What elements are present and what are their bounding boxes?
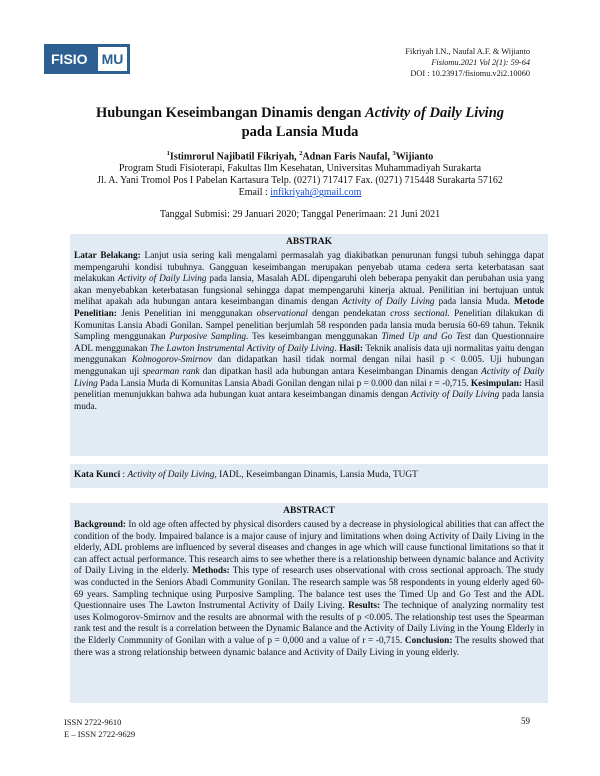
hasil-text-3: dan dipatkan hasil ada hubungan antara Keseimbangan Dinamis dengan [199, 366, 482, 377]
metode-cross: cross sectional. [390, 308, 450, 319]
methods-label: Methods: [192, 566, 230, 577]
author-2: Adnan Faris Naufal, [302, 151, 393, 163]
background-text: In old age often affected by physical disorders caused by a decrease in physiological abilities that can affect the condition of the body. Impaired balance is a major cause of injury and limitations when doing Activity of Daily Living in the elderly, ADL problems are influenced by several diseases and changes in age which will cause functional limitations so that it can affect actual performance. This research aims to see whether there is a relationship between dynamic balance and Activity of Daily Living in the elderly. [74, 520, 544, 577]
metode-label: Metode Penelitian: [74, 297, 544, 319]
author-sup-1: 1 [166, 150, 170, 157]
address: Jl. A. Yani Tromol Pos I Pabelan Kartasura Telp. (0271) 717417 Fax. (0271) 715448 Surakarta 57162 [97, 175, 503, 187]
kesimpulan-text-2: pada lansia muda. [74, 390, 544, 412]
title-line2: pada Lansia Muda [241, 124, 359, 140]
kesimpulan-adl: Activity of Daily Living [410, 390, 500, 401]
hasil-ks: Kolmogorov-Smirnov [131, 355, 212, 366]
abstrak-body [74, 251, 544, 413]
author-sup-3: 3 [392, 150, 396, 157]
hasil-sr: spearman rank [142, 366, 200, 377]
latar-adl: Activity of Daily Living [117, 274, 207, 285]
keywords-italic: Activity of Daily Living, [127, 470, 217, 480]
abstract-section [70, 503, 548, 703]
metode-text-5: dan Questionnaire ADL menggunakan [74, 332, 544, 354]
metode-text-1: Jenis Penelitian ini menggunakan [116, 308, 257, 319]
metode-ps: Purposive Sampling [169, 332, 247, 343]
logo-fisio: FISIO [44, 44, 95, 74]
abstract-body [74, 520, 544, 659]
latar-label: Latar Belakang: [74, 251, 141, 261]
kesimpulan-label: Kesimpulan: [470, 378, 523, 389]
keywords-body [74, 467, 544, 482]
hasil-text-1: Teknik analisis data uji normalitas yaitu dengan menggunakan [74, 343, 545, 366]
metode-tug: Timed Up and Go Test [381, 332, 471, 343]
abstrak-section [70, 234, 548, 456]
latar-text-1: Lanjut usia sering kali mengalami permasalah yag diakibatkan penurunan fungsi tubuh sehingga dapat mempengaruhi kondisi tubuhnya. Gangguan keseimbangan merupakan penyebab utama cedera serta keterbatasan saat melakukan [74, 251, 544, 285]
title-italic: Activity of Daily Living [365, 105, 505, 121]
e-issn: E – ISSN 2722-9629 [64, 729, 136, 739]
metode-text-3: Penelitian dilakukan di Komunitas Lansia Abadi Gonilan. Sampel penelitian berjumlah 58 responden pada lansia muda berusia 60-69 tahun. Teknik Sampling menggunakan [74, 308, 545, 343]
citation-block [405, 46, 530, 79]
keywords-rest: IADL, Keseimbangan Dinamis, Lansia Muda, TUGT [216, 470, 418, 480]
affiliation: Program Studi Fisioterapi, Fakultas Ilm Kesehatan, Universitas Muhammadiyah Surakarta [118, 163, 482, 175]
doi: DOI : 10.23917/fisiomu.v2i2.10060 [410, 69, 530, 78]
keywords-section [70, 464, 548, 488]
citation-journal: Fisiomu.2021 Vol 2(1): 59-64 [431, 58, 530, 67]
hasil-adl: Activity of Daily Living [74, 366, 545, 389]
author-1: Istimrorul Najibatil Fikriyah, [169, 151, 300, 163]
journal-logo [44, 44, 130, 74]
metode-text-4: . Tes keseimbangan menggunakan [246, 332, 382, 343]
metode-text-6: . [334, 343, 340, 354]
kesimpulan-text-1: Hasil penelitian menunjukkan bahwa ada hubungan kuat antara keseimbangan dinamis dengan [74, 378, 544, 401]
abstract-heading: ABSTRACT [283, 506, 335, 516]
hasil-text-2: dan didapatkan hasil tidak normal dengan nilai hasil p < 0.005. Uji hubungan menggunakan uji [74, 355, 544, 377]
page-number: 59 [521, 716, 530, 726]
conclusion-text: The results showed that there was a strong relationship between dynamic balance and Activity of Daily Living in young elderly. [74, 635, 544, 658]
abstrak-heading: ABSTRAK [286, 237, 332, 247]
results-label: Results: [348, 601, 381, 612]
issn-block [64, 716, 135, 740]
latar-text-3: pada lansia Muda. [434, 297, 515, 308]
metode-text-2: dengan pendekatan [307, 308, 391, 319]
email-line [40, 187, 560, 199]
issn: ISSN 2722-9610 [64, 717, 122, 727]
logo-mu: MU [95, 44, 131, 74]
paper-title [40, 104, 560, 142]
background-label: Background: [74, 520, 127, 530]
latar-text-2: pada lansia, Masalah ADL dipengaruhi oleh beberapa penyakit dan perubahan usia yang akan menyebabkan keterbatasan fungsional sehingga dapat mempengaruhi kinerja aktual. Penilitian ini bertujuan untuk melihat apakah ada hubungan antara keseimbangan dinamis dengan [74, 274, 544, 308]
results-text: The technique of analyzing normality test uses Kolmogorov-Smirnov and the results are abnormal with the results of p <0.005. The relationship test uses the Spearman rank test and the result is a correlation between the Dynamic Balance and the Activity of Daily Living in the Young Elderly in the Elderly Community of Gonilan with a value of p = 0,000 and a value of r = -0,715. [74, 601, 544, 646]
latar-adl-2: Activity of Daily Living [342, 297, 435, 308]
keywords-sep: : [120, 470, 128, 480]
author-3: Wijianto [395, 151, 434, 163]
keywords-label: Kata Kunci [74, 470, 121, 480]
methods-text: This type of research uses observational with cross sectional approach. The study was conducted in the Seniors Abadi Community Gonilan. The research sample was 58 respondents in young elderly aged 60-69 years. Sampling technique using Purposive Sampling. The balance test uses the Timed Up and Go Test and the ADL Questionnaire uses The Lawton Instrumental Activity of Daily Living. [74, 566, 544, 612]
email-label: Email : [238, 187, 271, 199]
author-block [40, 148, 560, 199]
submission-dates: Tanggal Submisi: 29 Januari 2020; Tanggal Penerimaan: 21 Juni 2021 [159, 209, 441, 220]
title-line1: Hubungan Keseimbangan Dinamis dengan [95, 105, 366, 121]
author-sup-2: 2 [299, 150, 303, 157]
metode-obs: observational [256, 308, 308, 319]
hasil-label: Hasil: [339, 343, 363, 354]
email-link[interactable]: infikriyah@gmail.com [270, 187, 362, 199]
author-names [40, 148, 560, 163]
hasil-text-4: Pada Lansia Muda di Komunitas Lansia Abadi Gonilan dengan nilai p = 0.000 dan nilai r = -0,715. [97, 378, 471, 389]
metode-lawton: The Lawton Instrumental Activity of Daily Living [149, 343, 335, 354]
conclusion-label: Conclusion: [404, 635, 453, 646]
citation-authors: Fikriyah I.N., Naufal A.F. & Wijianto [405, 47, 530, 56]
